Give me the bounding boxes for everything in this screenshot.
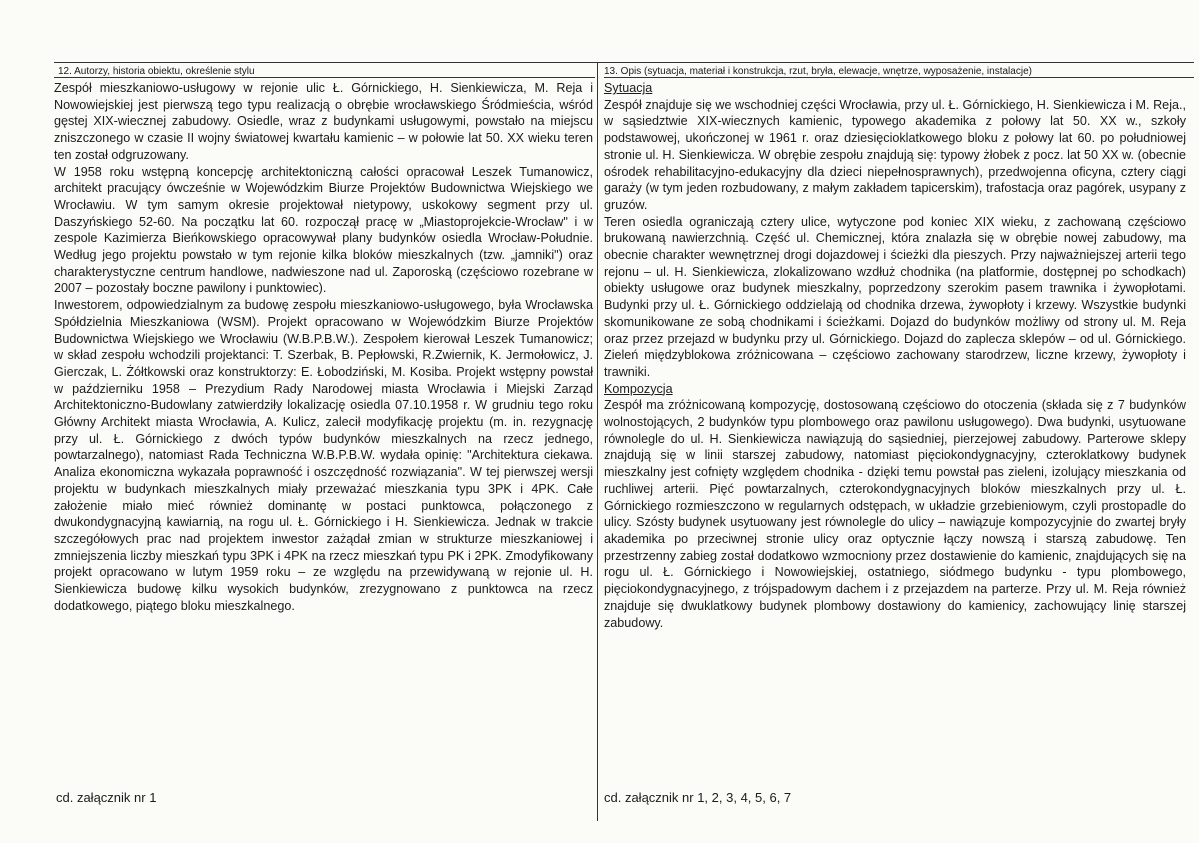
section-title-composition: Kompozycja: [604, 381, 673, 396]
history-paragraph: W 1958 roku wstępną koncepcję architektoniczną całości opracował Leszek Tumanowicz, architekt pracujący ówcześnie w Wojewódzkim Biurze Projektów Budownictwa Wiejskiego we Wrocławiu. W tym samym okresie projektował nietypowy, uskokowy segment przy ul. Daszyńskiego 52-60. Na początku lat 60. rozpoczął pracę w „Miastoprojekcie-Wrocław" i w zespole Kazimierza Bieńkowskiego opracowywał plany budynków osiedla Wrocław-Południe. Według jego projektu powstało w tym rejonie kilka bloków mieszkalnych (tzw. „jamniki") oraz charakterystyczne centrum handlowe, nadwieszone nad ul. Zaporoską (częściowo rozebrane w 2007 – pozostały boczne pawilony i punktowiec).: [54, 164, 593, 296]
history-column-header: 12. Autorzy, historia obiektu, określenie stylu: [54, 63, 595, 78]
history-paragraph: Inwestorem, odpowiedzialnym za budowę zespołu mieszkaniowo-usługowego, była Wrocławska Spółdzielnia Mieszkaniowa (WSM). Projekt opracowano w Wojewódzkim Biurze Projektów Budownictwa Wiejskiego we Wrocławiu (W.B.P.B.W.). Zespołem kierował Leszek Tumanowicz; w skład zespołu wchodzili projektanci: T. Szerbak, B. Pepłowski, R.Zwiernik, K. Jermołowicz, J. Gierczak, L. Żółtkowski oraz konstruktorzy: E. Łobodziński, M. Kosiba. Projekt wstępny powstał w październiku 1958 – Prezydium Rady Narodowej miasta Wrocławia i Miejski Zarząd Architektoniczno-Budowlany zatwierdziły lokalizację osiedla 07.10.1958 r. W grudniu tego roku Główny Architekt miasta Wrocławia, A. Kulicz, zalecił modyfikację projektu (m. in. rezygnację przy ul. Ł. Górnickiego z dwóch typów budynków mieszkalnych na rzecz jednego, powtarzalnego), natomiast Rada Techniczna W.B.P.B.W. wydała opinię: "Architektura ciekawa. Analiza ekonomiczna wykazała poprawność i oszczędność rozwiązania". W tej pierwszej wersji projektu w budynkach mieszkalnych miały przeważać mieszkania typu 3PK i 4PK. Całe założenie miało mieć również dominantę w postaci punktowca, połączonego z dwukondygnacyjną kawiarnią, na rogu ul. Ł. Górnickiego i H. Sienkiewicza. Jednak w trakcie szczegółowych prac nad projektem inwestor zażądał zmian w strukturze mieszkaniowej i zmniejszenia liczby mieszkań typu 3PK i 4PK na rzecz mieszkań typu PK i 2PK. Zmodyfikowany projekt opracowano w lutym 1959 roku – ze względu na przewidywaną w rejonie ul. H. Sienkiewicza budowę kilku wysokich budynków, zrezygnowano z punktowca na rzecz dodatkowego, piątego bloku mieszkalnego.: [54, 298, 593, 613]
situation-paragraph: Teren osiedla ograniczają cztery ulice, wytyczone pod koniec XIX wieku, z zachowaną częściowo brukowaną nawierzchnią. Część ul. Chemicznej, która znalazła się w obrębie nowej zabudowy, ma obecnie charakter wewnętrznej drogi dojazdowej i ścieżki dla pieszych. Przy najważniejszej arterii tego rejonu – ul. H. Sienkiewicza, zlokalizowano wzdłuż chodnika (na platformie, dostępnej po schodkach) obiekty usługowe oraz budynek mieszkalny, poprzedzony szerokim pasem trawnika i żywopłotami. Budynki przy ul. Ł. Górnickiego oddzielają od chodnika drzewa, żywopłoty i krzewy. Wszystkie budynki skomunikowane ze sobą chodnikami i ścieżkami. Dojazd do budynków możliwy od strony ul. M. Reja oraz przez przejazd w budynku przy ul. Górnickiego. Dojazd do zaplecza sklepów – od ul. Górnickiego. Zieleń międzyblokowa zróżnicowana – częściowo zachowany starodrzew, liczne krzewy, żywopłoty i trawniki.: [604, 214, 1186, 379]
history-column: [54, 63, 595, 821]
document-sheet: [54, 62, 1194, 821]
situation-paragraph: Zespół znajduje się we wschodniej części Wrocławia, przy ul. Ł. Górnickiego, H. Sienkiewicza i M. Reja., w sąsiedztwie XIX-wiecznych kamienic, typowego akademika z połowy lat 50. XX w., szkoły podstawowej, ukończonej w 1961 r. oraz dziesięcioklatkowego bloku z połowy lat 60. po południowej stronie ul. H. Sienkiewicza. W obrębie zespołu znajdują się: typowy żłobek z pocz. lat 50 XX w. (obecnie ośrodek rehabilitacyjno-edukacyjny dla dzieci niepełnosprawnych), przedwojenna oficyna, cztery ciągi garaży (w tym jeden rozbudowany, z małym zakładem tapicerskim), trafostacja oraz pagórek, usypany z gruzów.: [604, 97, 1186, 212]
history-paragraph: Zespół mieszkaniowo-usługowy w rejonie ulic Ł. Górnickiego, H. Sienkiewicza, M. Reja i Nowowiejskiej jest pierwszą tego typu realizacją o obrębie wrocławskiego Śródmieścia, wśród gęstej XIX-wiecznej zabudowy. Osiedle, wraz z budynkami usługowymi, powstało na miejscu zniszczonego w czasie II wojny światowej kwartału kamienic – w połowie lat 50. XX wieku teren ten został odgruzowany.: [54, 81, 593, 162]
composition-paragraph: Zespół ma zróżnicowaną kompozycję, dostosowaną częściowo do otoczenia (składa się z 7 budynków wolnostojących, 2 budynków typu plombowego oraz pawilonu usługowego). Dwa budynki, usytuowane równolegle do ul. H. Sienkiewicza nawiązują do sąsiedniej, pierzejowej zabudowy. Parterowe sklepy znajdują się w linii starszej zabudowy, natomiast pięciokondygnacyjny, czteroklatkowy budynek mieszkalny jest cofnięty względem chodnika - dzięki temu powstał pas zieleni, izolujący mieszkania od ruchliwej arterii. Pięć powtarzalnych, czterokondygnacyjnych bloków mieszkalnych przy ul. Ł. Górnickiego rozmieszczono w regularnych odstępach, w układzie grzebieniowym, czyli prostopadle do ulicy. Szósty budynek usytuowany jest równolegle do ulicy – nawiązuje kompozycyjnie do zwartej bryły akademika po przeciwnej stronie ulicy oraz optycznie łączy nowszą i starszą zabudowę. Ten przestrzenny zabieg został dodatkowo wzmocniony przez dostawienie do kamienic, znajdujących się na rogu ul. Ł. Górnickiego i Nowowiejskiej, ostatniego, siódmego budynku - typu plombowego, pięciokondygnacyjnego, z trójspadowym dachem i z przejazdem na parterze. Przy ul. M. Reja również znajduje się dwuklatkowy budynek plombowy dostawiony do kamienicy, zachowujący linię starszej zabudowy.: [604, 398, 1186, 630]
description-column-header: 13. Opis (sytuacja, materiał i konstrukcja, rzut, bryła, elewacje, wnętrze, wyposażenie, instalacje): [604, 63, 1194, 78]
history-column-footer: cd. załącznik nr 1: [56, 790, 157, 805]
description-column-footer: cd. załącznik nr 1, 2, 3, 4, 5, 6, 7: [604, 790, 792, 805]
description-column: [597, 63, 1194, 821]
section-title-situation: Sytuacja: [604, 81, 653, 95]
